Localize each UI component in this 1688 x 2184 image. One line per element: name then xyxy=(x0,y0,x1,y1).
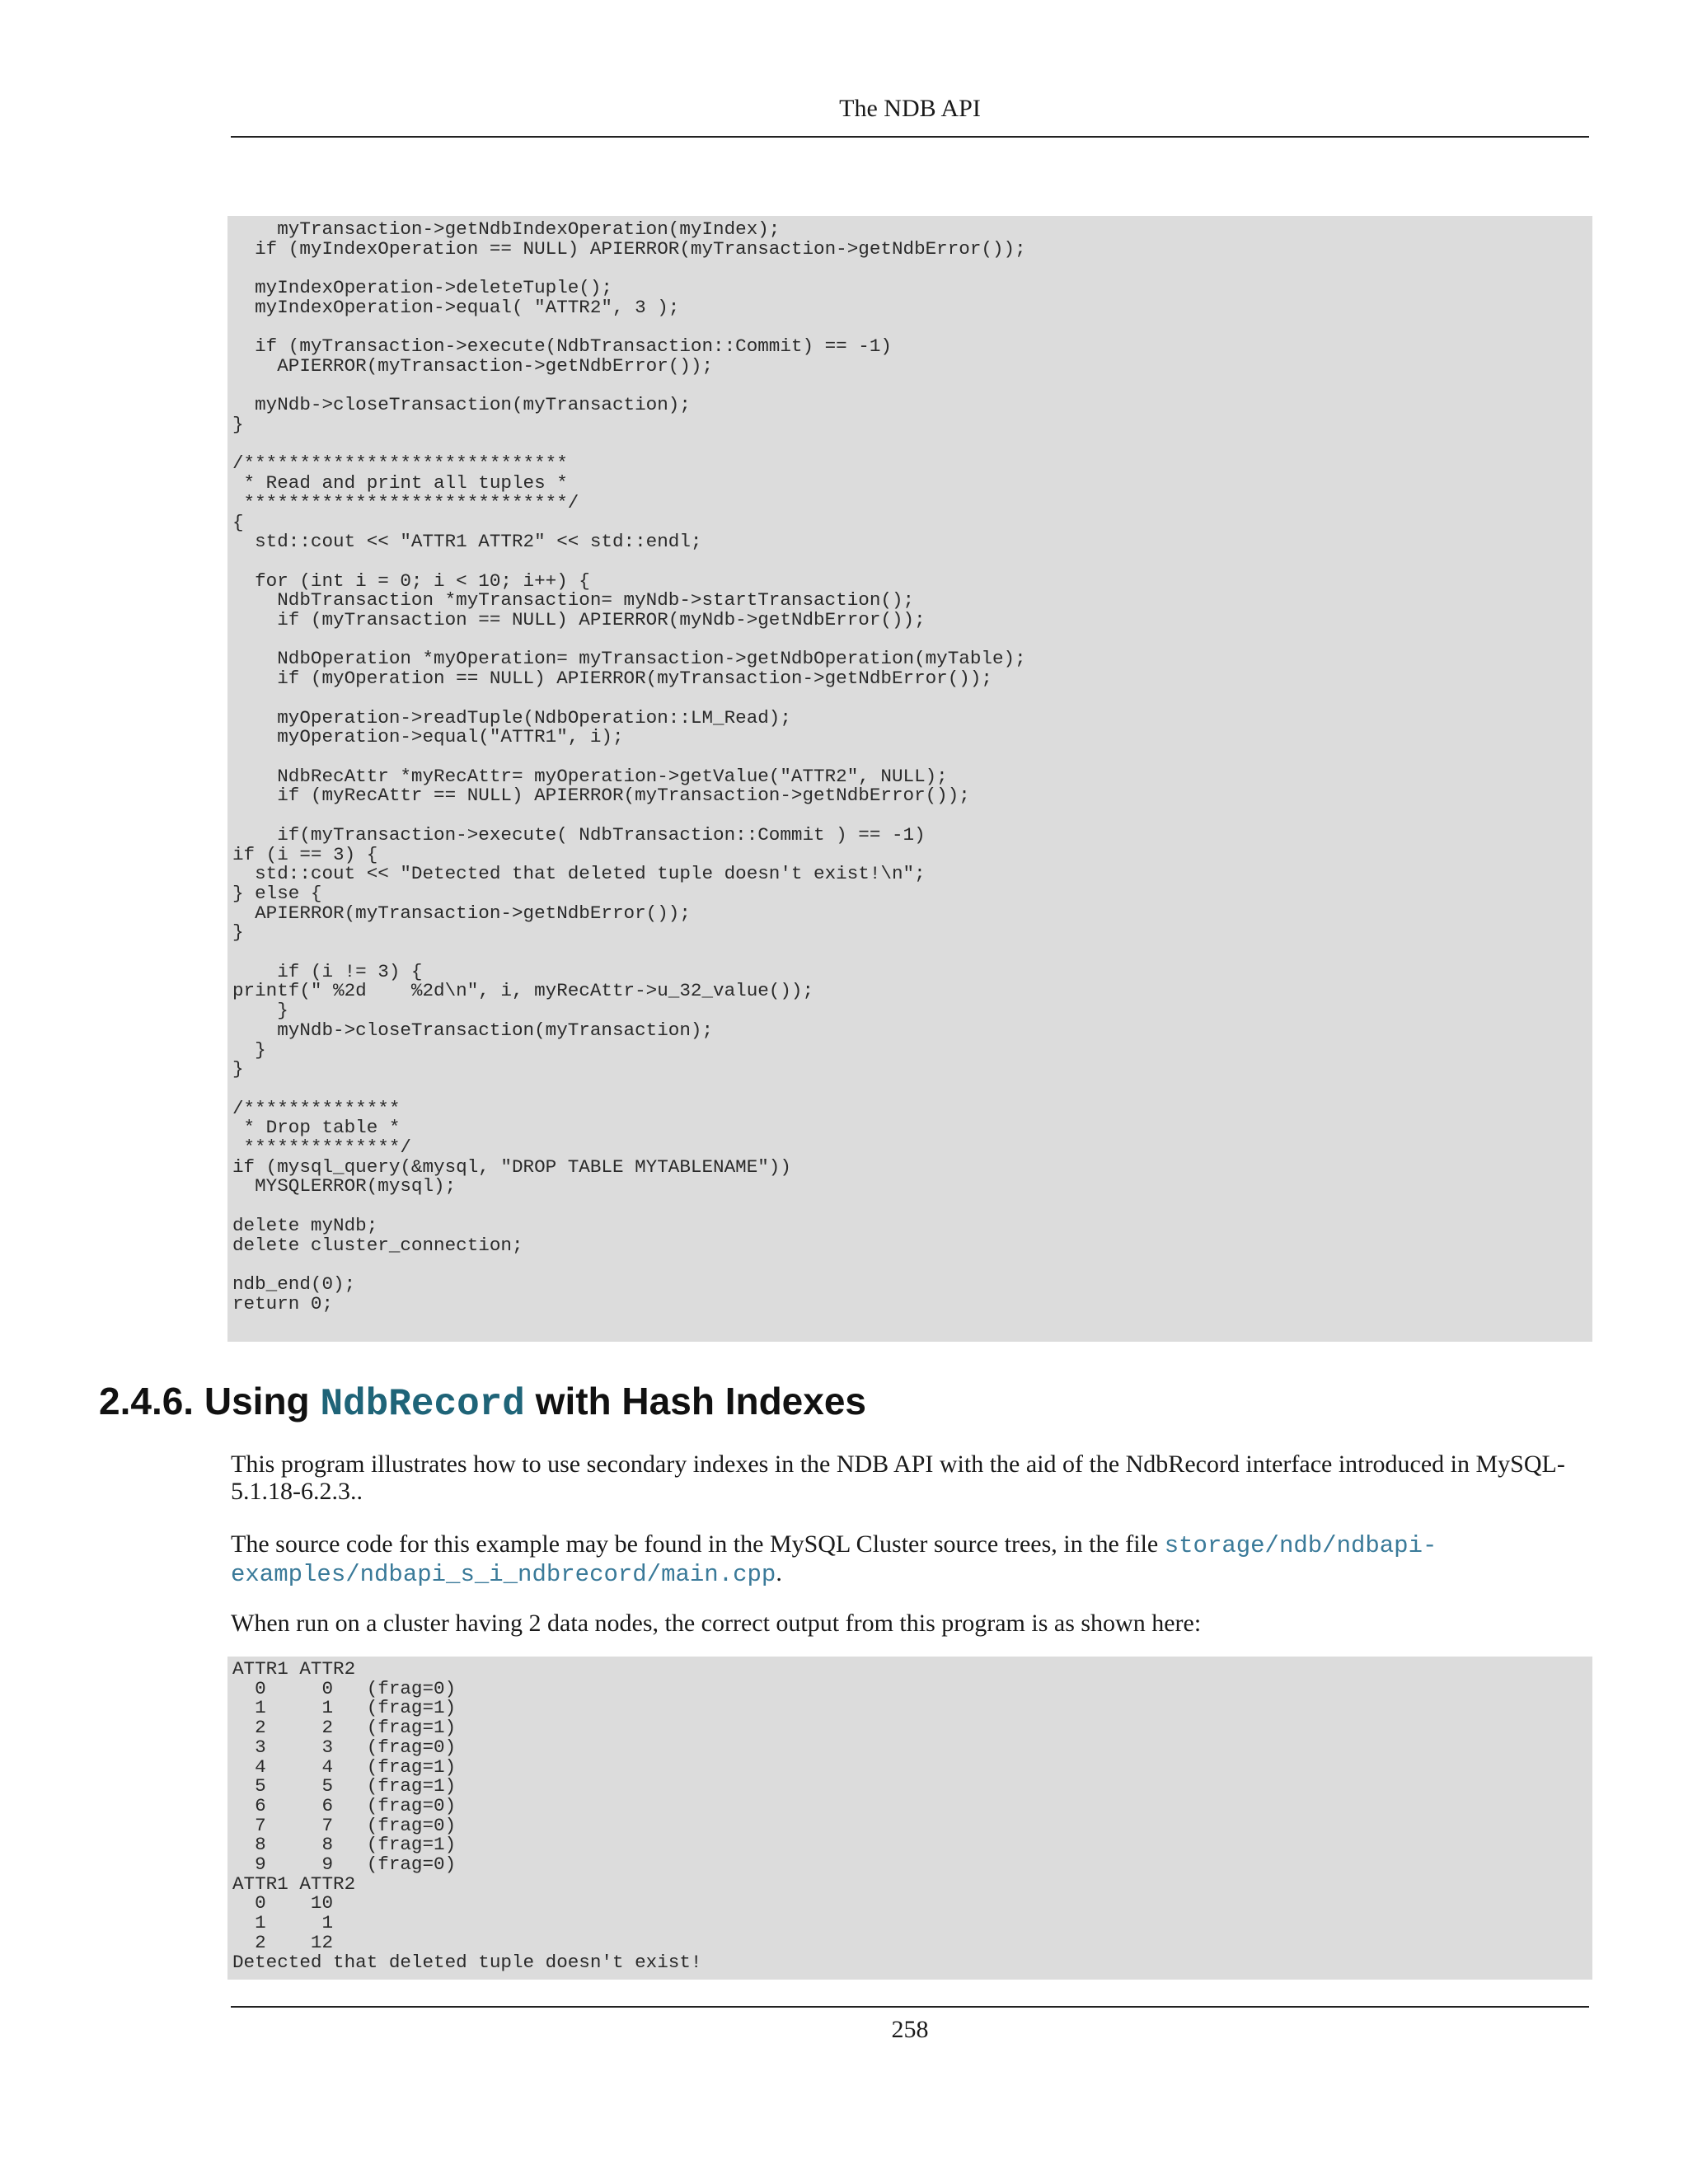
source-paragraph xyxy=(231,1530,1589,1588)
page-number: 258 xyxy=(891,2016,929,2043)
running-header: The NDB API xyxy=(839,95,981,122)
section-heading xyxy=(99,1378,866,1427)
source-text-end: . xyxy=(776,1559,782,1586)
footer-rule xyxy=(231,2006,1589,2008)
section-title-suffix: with Hash Indexes xyxy=(535,1380,867,1422)
section-number: 2.4.6. xyxy=(99,1380,195,1422)
section-title-prefix: Using xyxy=(204,1380,310,1422)
source-file-path: storage/ndb/ndbapi-examples/ndbapi_s_i_ndbrecord/main.cpp xyxy=(231,1532,1437,1588)
intro-paragraph: This program illustrates how to use secondary indexes in the NDB API with the aid of the NdbRecord interface introduced in MySQL-5.1.18-6.2.3.. xyxy=(231,1451,1565,1505)
output-intro-paragraph: When run on a cluster having 2 data nodes, the correct output from this program is as shown here: xyxy=(231,1610,1202,1637)
header-rule xyxy=(231,136,1589,138)
section-title-code: NdbRecord xyxy=(320,1383,525,1426)
code-listing: myTransaction->getNdbIndexOperation(myIndex); if (myIndexOperation == NULL) APIERROR(myTransaction->getNdbError()); myIndexOperation->deleteTuple(); myIndexOperation->equal( "ATTR2", 3 ); if (myTransaction->execute(NdbTransaction::Commit) == -1) APIERROR(myTransaction->getNdbError()); myNdb->closeTransaction(myTransaction); } /***************************** * Read and print all tuples * *****************************/ { std::cout << "ATTR1 ATTR2" << std::endl; for (int i = 0; i < 10; i++) { NdbTransaction *myTransaction= myNdb->startTransaction(); if (myTransaction == NULL) APIERROR(myNdb->getNdbError()); NdbOperation *myOperation= myTransaction->getNdbOperation(myTable); if (myOperation == NULL) APIERROR(myTransaction->getNdbError()); myOperation->readTuple(NdbOperation::LM_Read); myOperation->equal("ATTR1", i); NdbRecAttr *myRecAttr= myOperation->getValue("ATTR2", NULL); if (myRecAttr == NULL) APIERROR(myTransaction->getNdbError()); if(myTransaction->execute( NdbTransaction::Commit ) == -1) if (i == 3) { std::cout << "Detected that deleted tuple doesn't exist!\n"; } else { APIERROR(myTransaction->getNdbError()); } if (i != 3) { printf(" %2d %2d\n", i, myRecAttr->u_32_value()); } myNdb->closeTransaction(myTransaction); } } /************** * Drop table * **************/ if (mysql_query(&mysql, "DROP TABLE MYTABLENAME")) MYSQLERROR(mysql); delete myNdb; delete cluster_connection; ndb_end(0); return 0; xyxy=(227,216,1592,1342)
output-listing: ATTR1 ATTR2 0 0 (frag=0) 1 1 (frag=1) 2 2 (frag=1) 3 3 (frag=0) 4 4 (frag=1) 5 5 (frag=1) 6 6 (frag=0) 7 7 (frag=0) 8 8 (frag=1) 9 9 (frag=0) ATTR1 ATTR2 0 10 1 1 2 12 Detected that deleted tuple doesn't exist! xyxy=(227,1657,1592,1980)
source-text: The source code for this example may be found in the MySQL Cluster source trees, in the file xyxy=(231,1530,1159,1558)
